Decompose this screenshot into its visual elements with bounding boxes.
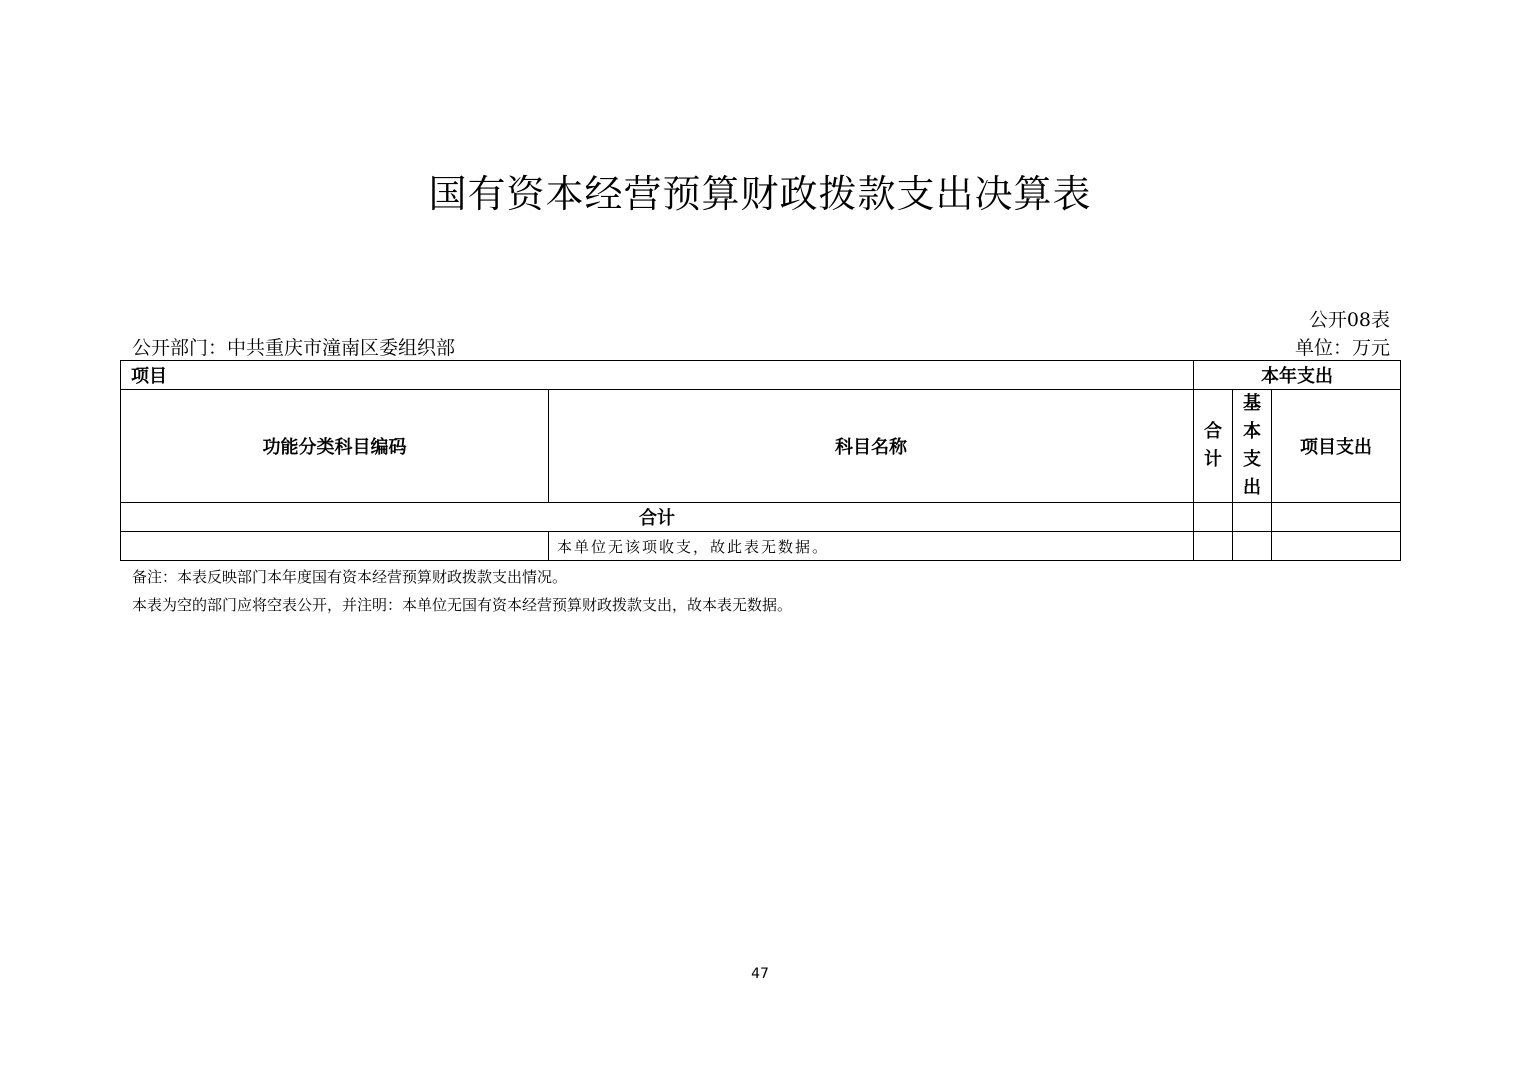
note-line-1: 备注：本表反映部门本年度国有资本经营预算财政拨款支出情况。 bbox=[132, 568, 568, 586]
code-cell bbox=[121, 532, 549, 561]
table-row bbox=[121, 532, 1401, 561]
no-data-text: 本单位无该项收支，故此表无数据。 bbox=[549, 532, 1194, 561]
expenditure-table bbox=[120, 360, 1401, 561]
page-number: 47 bbox=[751, 966, 769, 982]
col-basic-header bbox=[1233, 390, 1272, 503]
project-cell bbox=[1272, 503, 1401, 532]
col-total-header bbox=[1194, 390, 1233, 503]
col-name-header: 科目名称 bbox=[549, 390, 1194, 503]
total-row bbox=[121, 503, 1401, 532]
col-basic-label: 基本支出 bbox=[1242, 393, 1261, 498]
unit-label: 单位：万元 bbox=[1294, 337, 1390, 359]
col-code-header: 功能分类科目编码 bbox=[121, 390, 549, 503]
table-number: 公开08表 bbox=[1308, 309, 1390, 331]
project-cell bbox=[1272, 532, 1401, 561]
department-label: 公开部门：中共重庆市潼南区委组织部 bbox=[132, 337, 456, 359]
note-line-2: 本表为空的部门应将空表公开，并注明：本单位无国有资本经营预算财政拨款支出，故本表无数据。 bbox=[132, 596, 793, 614]
basic-cell bbox=[1233, 503, 1272, 532]
total-row-label: 合计 bbox=[121, 503, 1194, 532]
col-project-header: 项目支出 bbox=[1272, 390, 1401, 503]
page-title: 国有资本经营预算财政拨款支出决算表 bbox=[428, 172, 1092, 216]
table-subheader-row bbox=[121, 390, 1401, 503]
header-item: 项目 bbox=[121, 361, 1194, 390]
basic-cell bbox=[1233, 532, 1272, 561]
table-header-row bbox=[121, 361, 1401, 390]
total-cell bbox=[1194, 532, 1233, 561]
col-total-label: 合计 bbox=[1203, 421, 1222, 470]
total-cell bbox=[1194, 503, 1233, 532]
header-current-year: 本年支出 bbox=[1194, 361, 1401, 390]
